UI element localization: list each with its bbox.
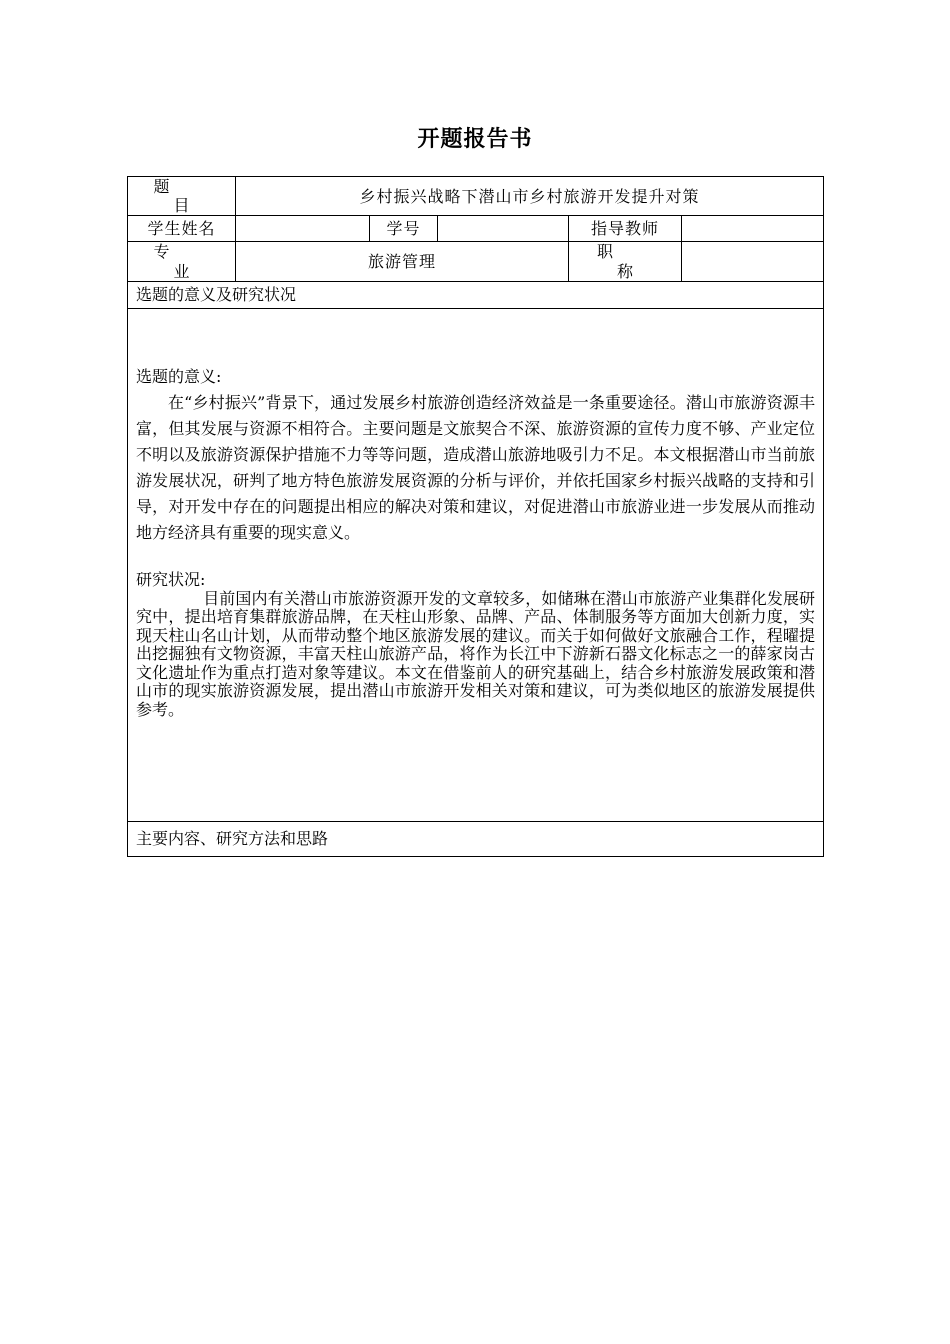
topic-label: 题目	[153, 177, 230, 216]
student-name-label: 学生姓名	[147, 219, 216, 239]
topic-row	[128, 177, 824, 216]
student-name-label-cell	[128, 216, 236, 242]
major-row	[128, 242, 824, 281]
proposal-form-table	[127, 176, 824, 857]
significance-heading: 选题的意义:	[136, 366, 222, 386]
student-row	[128, 216, 824, 242]
document-title: 开题报告书	[417, 127, 533, 152]
section2-heading-cell	[128, 821, 824, 856]
section2-heading: 主要内容、研究方法和思路	[136, 829, 329, 849]
major-label: 专业	[153, 242, 230, 281]
section1-body-row	[128, 308, 824, 821]
major-label-cell	[128, 242, 236, 281]
advisor-value-cell[interactable]	[682, 216, 824, 242]
student-id-label: 学号	[386, 219, 421, 239]
advisor-label-cell	[569, 216, 682, 242]
major-value: 旅游管理	[367, 251, 436, 271]
title-rank-label-cell	[569, 242, 682, 281]
significance-paragraph: 在“乡村振兴”背景下，通过发展乡村旅游创造经济效益是一条重要途径。潜山市旅游资源丰富，但其发展与资源不相符合。主要问题是文旅契合不深、旅游资源的宣传力度不够、产业定位不明以及旅游资源保护措施不力等等问题，造成潜山旅游地吸引力不足。本文根据潜山市当前旅游发展状况，研判了地方特色旅游发展资源的分析与评价，并依托国家乡村振兴战略的支持和引导，对开发中存在的问题提出相应的解决对策和建议，对促进潜山市旅游业进一步发展从而推动地方经济具有重要的现实意义。	[136, 392, 816, 542]
major-value-cell[interactable]	[236, 242, 569, 281]
topic-value: 乡村振兴战略下潜山市乡村旅游开发提升对策	[359, 186, 700, 206]
student-id-value-cell[interactable]	[438, 216, 569, 242]
topic-value-cell[interactable]	[236, 177, 824, 216]
section1-heading-row	[128, 281, 824, 308]
section1-body-cell[interactable]	[128, 308, 824, 821]
student-id-label-cell	[370, 216, 438, 242]
title-rank-label: 职称	[596, 242, 673, 281]
research-status-heading: 研究状况:	[136, 569, 206, 589]
title-rank-value-cell[interactable]	[682, 242, 824, 281]
advisor-label: 指导教师	[590, 219, 659, 239]
section1-heading: 选题的意义及研究状况	[136, 285, 297, 305]
research-status-paragraph: 目前国内有关潜山市旅游资源开发的文章较多，如储琳在潜山市旅游产业集群化发展研究中，提出培育集群旅游品牌，在天柱山形象、品牌、产品、体制服务等方面加大创新力度，实现天柱山名山计划，从而带动整个地区旅游发展的建议。而关于如何做好文旅融合工作，程曜提出挖掘独有文物资源，丰富天柱山旅游产品，将作为长江中下游新石器文化标志之一的薛家岗古文化遗址作为重点打造对象等建议。本文在借鉴前人的研究基础上，结合乡村旅游发展政策和潜山市的现实旅游资源发展，提出潜山市旅游开发相关对策和建议，可为类似地区的旅游发展提供参考。	[136, 588, 816, 719]
section1-heading-cell	[128, 281, 824, 308]
section2-heading-row	[128, 821, 824, 856]
student-name-value-cell[interactable]	[236, 216, 370, 242]
topic-label-cell	[128, 177, 236, 216]
